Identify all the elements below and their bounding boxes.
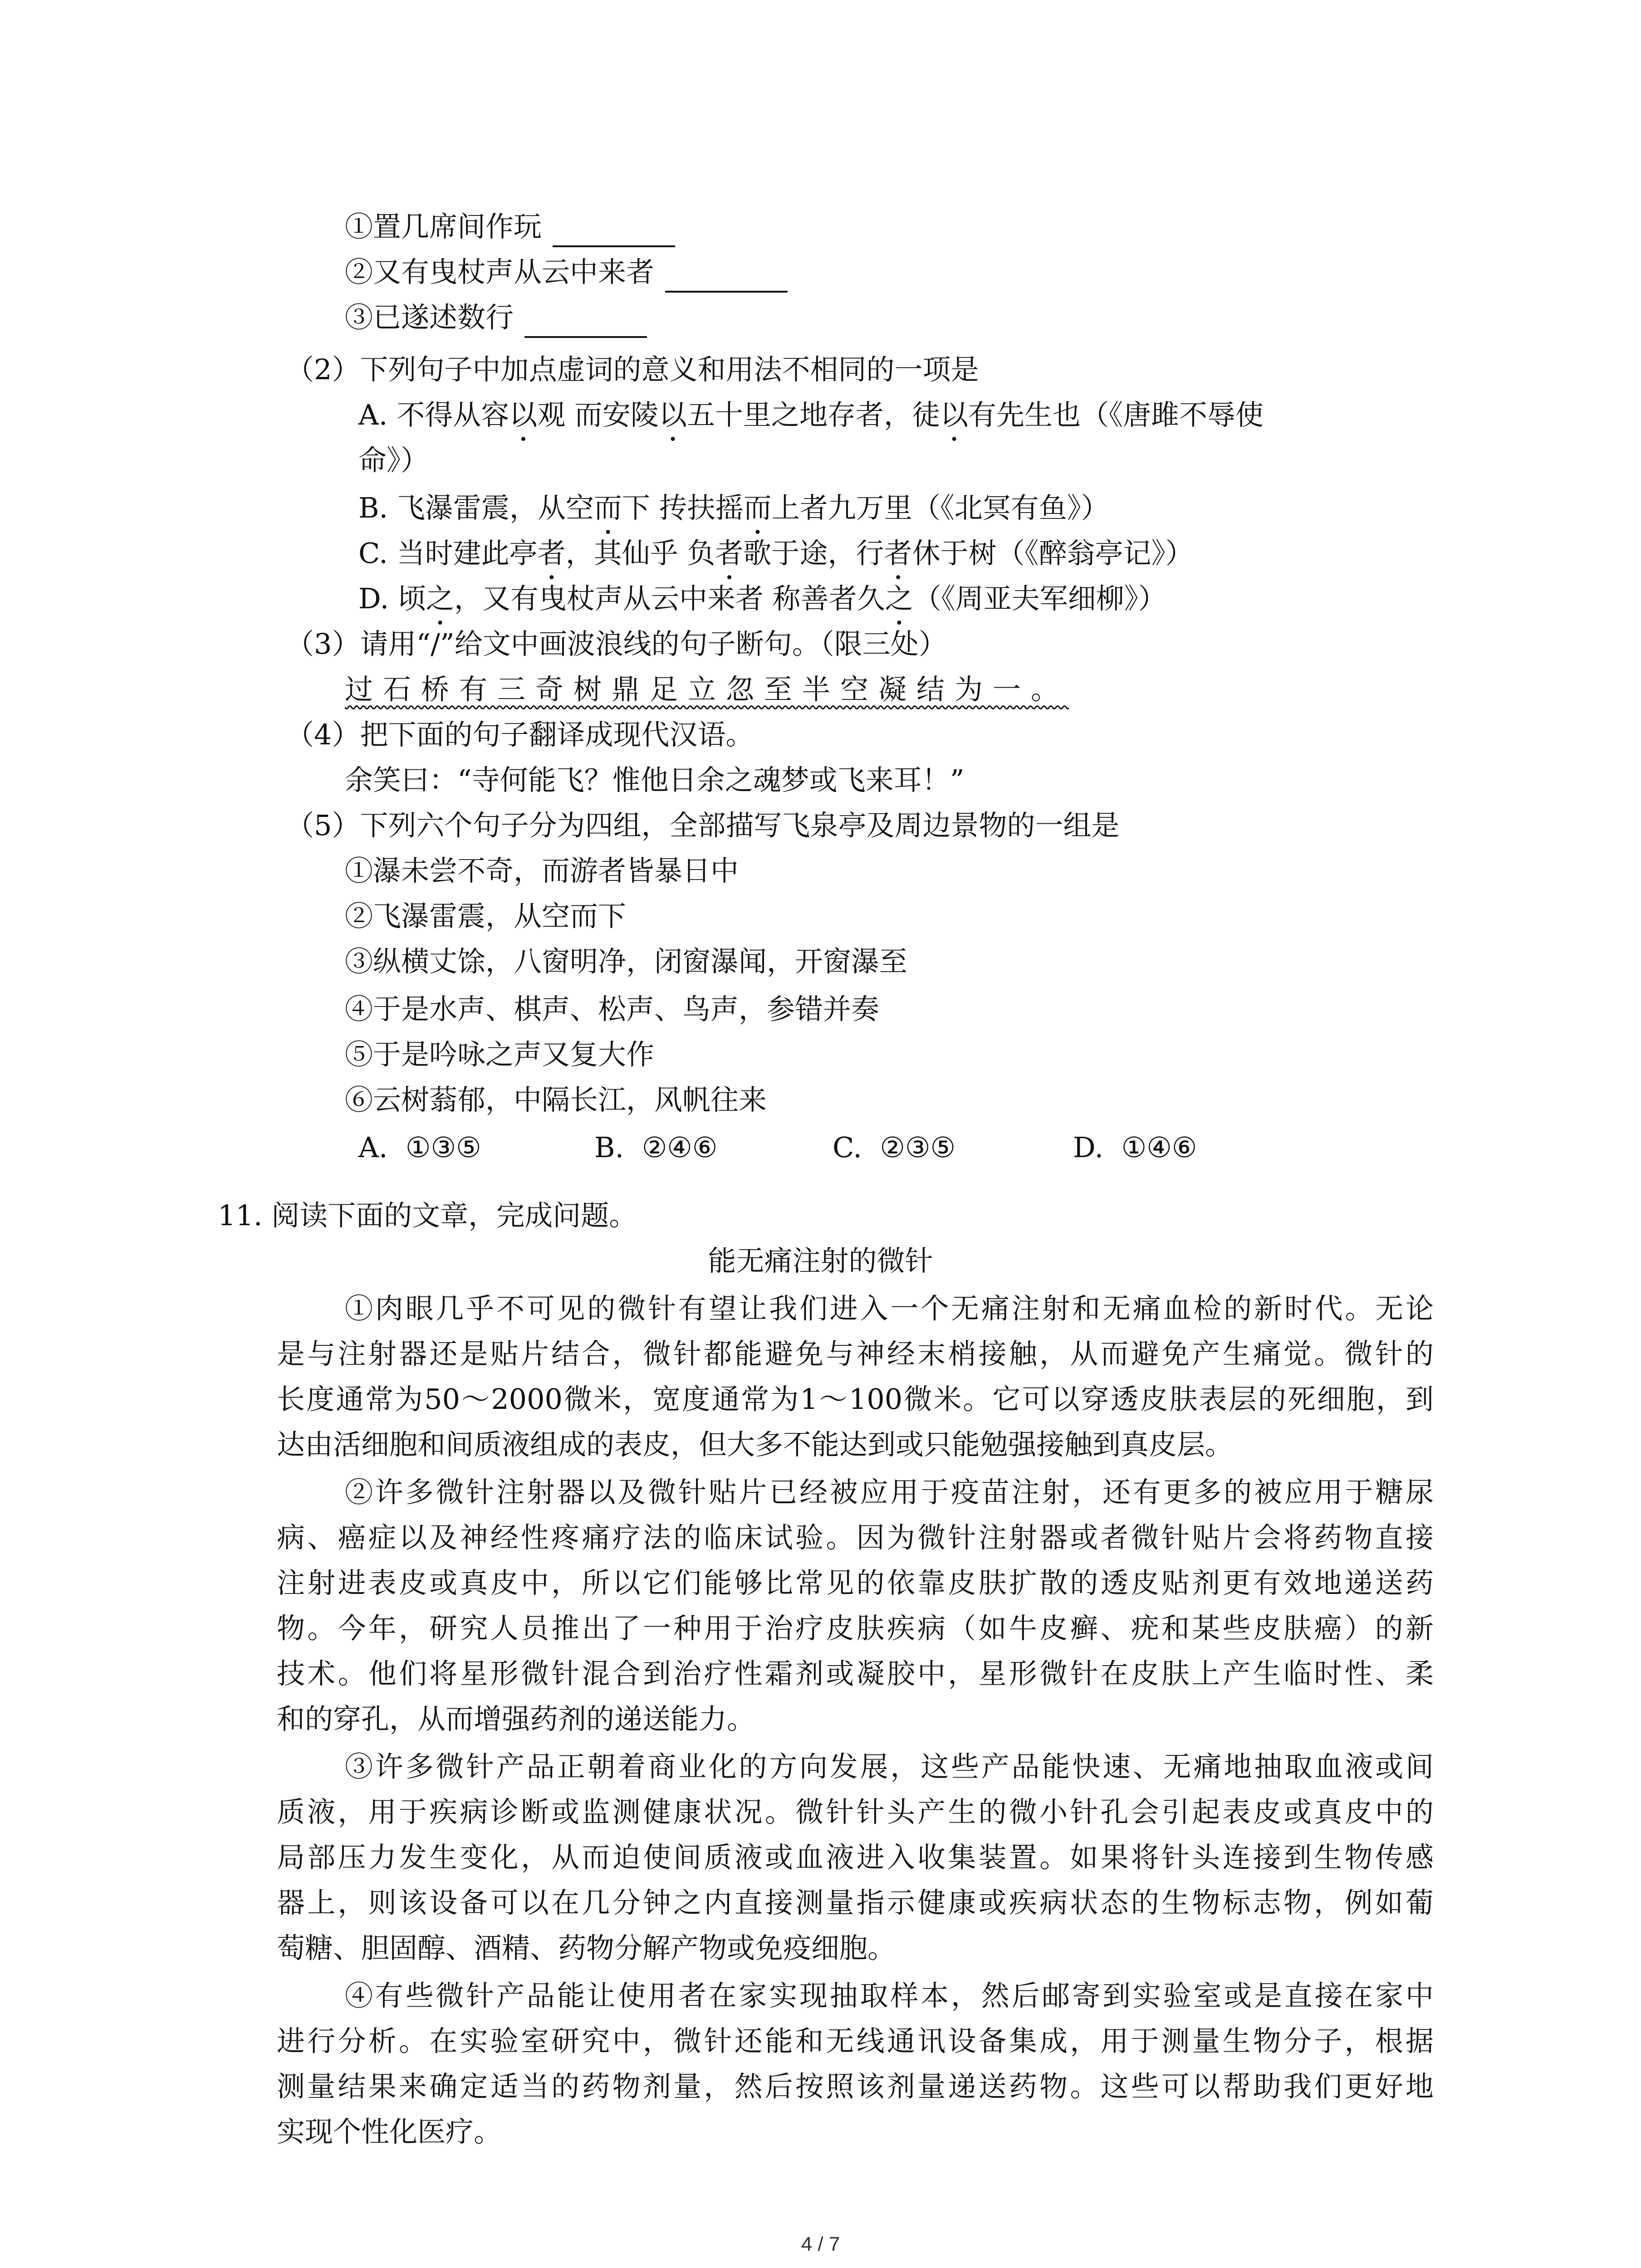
- q10-2-option-b: B. 飞瀑雷震，从空而下 抟扶摇而上者九万里（《北冥有鱼》）: [358, 491, 1109, 524]
- article-line: 局部压力发生变化，从而迫使间质液或血液进入收集装置。如果将针头连接到生物传感: [277, 1841, 1434, 1874]
- q10-4-stem: （4）把下面的句子翻译成现代汉语。: [286, 718, 754, 751]
- article-line: 和的穿孔，从而增强药剂的递送能力。: [277, 1702, 755, 1735]
- article-line: 测量结果来确定适当的药物剂量，然后按照该剂量递送药物。这些可以帮助我们更好地: [277, 2070, 1434, 2103]
- q10-5-item: ②飞瀑雷震，从空而下: [345, 899, 627, 933]
- article-line: 进行分析。在实验室研究中，微针还能和无线通讯设备集成，用于测量生物分子，根据: [277, 2024, 1434, 2058]
- article-line: 器上，则该设备可以在几分钟之内直接测量指示健康或疾病状态的生物标志物，例如葡: [277, 1886, 1434, 1919]
- q10-3-stem: （3）请用“/”给文中画波浪线的句子断句。（限三处）: [286, 627, 947, 660]
- q10-2-option-a: A. 不得从容以观 而安陵以五十里之地存者，徒以有先生也（《唐雎不辱使: [358, 398, 1264, 431]
- q10-5-item: ③纵横丈馀，八窗明净，闭窗瀑闻，开窗瀑至: [345, 945, 908, 978]
- q10-2-option-c: C. 当时建此亭者，其仙乎 负者歌于途，行者休于树（《醉翁亭记》）: [358, 537, 1194, 570]
- article-line: 萄糖、胆固醇、酒精、药物分解产物或免疫细胞。: [277, 1931, 896, 1965]
- q10-5-item: ⑥云树蓊郁，中隔长江，风帆往来: [345, 1083, 767, 1116]
- q10-2-option-a-cont: 命》）: [358, 444, 429, 477]
- answer-blank[interactable]: [553, 218, 675, 247]
- q10-5-item: ⑤于是吟咏之声又复大作: [345, 1038, 655, 1071]
- choice-d[interactable]: D. ①④⑥: [1073, 1131, 1197, 1164]
- choice-a[interactable]: A. ①③⑤: [358, 1131, 481, 1164]
- article-line: ①肉眼几乎不可见的微针有望让我们进入一个无痛注射和无痛血检的新时代。无论: [345, 1292, 1434, 1325]
- article-line: ②许多微针注射器以及微针贴片已经被应用于疫苗注射，还有更多的被应用于糖尿: [345, 1476, 1434, 1509]
- article-line: 病、癌症以及神经性疼痛疗法的临床试验。因为微针注射器或者微针贴片会将药物直接: [277, 1521, 1434, 1554]
- q10-2-stem: （2）下列句子中加点虚词的意义和用法不相同的一项是: [286, 353, 979, 386]
- article-line: 技术。他们将星形微针混合到治疗性霜剂或凝胶中，星形微针在皮肤上产生临时性、柔: [277, 1657, 1434, 1690]
- choice-c[interactable]: C. ②③⑤: [833, 1131, 956, 1164]
- article-line: ④有些微针产品能让使用者在家实现抽取样本，然后邮寄到实验室或是直接在家中: [345, 1979, 1434, 2012]
- q10-4-sentence: 余笑曰：“寺何能飞？惟他日余之魂梦或飞来耳！”: [345, 763, 965, 797]
- fill-item-3: ③已遂述数行: [345, 297, 647, 338]
- q10-5-item: ④于是水声、棋声、松声、鸟声，参错并奏: [345, 992, 880, 1026]
- article-line: 物。今年，研究人员推出了一种用于治疗皮肤疾病（如牛皮癣、疣和某些皮肤癌）的新: [277, 1612, 1434, 1645]
- article-line: 长度通常为50～2000微米，宽度通常为1～100微米。它可以穿透皮肤表层的死细胞，到: [277, 1383, 1434, 1416]
- wavy-underlined-sentence: 过石桥有三奇树鼎足立忽至半空凝结为一。: [345, 673, 1069, 706]
- answer-blank[interactable]: [665, 264, 788, 293]
- fill-item-1: ①置几席间作玩: [345, 206, 675, 247]
- article-line: 质液，用于疾病诊断或监测健康状况。微针针头产生的微小针孔会引起表皮或真皮中的: [277, 1795, 1434, 1828]
- q10-3-sentence: [345, 669, 1069, 710]
- fill-item-2: ②又有曳杖声从云中来者: [345, 252, 788, 293]
- article-line: 是与注射器还是贴片结合，微针都能避免与神经末梢接触，从而避免产生痛觉。微针的: [277, 1337, 1434, 1370]
- article-line: 实现个性化医疗。: [277, 2115, 502, 2148]
- page-number: 4 / 7: [801, 2233, 840, 2255]
- article-line: 达由活细胞和间质液组成的表皮，但大多不能达到或只能勉强接触到真皮层。: [277, 1428, 1234, 1461]
- q10-5-stem: （5）下列六个句子分为四组，全部描写飞泉亭及周边景物的一组是: [286, 809, 1120, 842]
- choice-b[interactable]: B. ②④⑥: [594, 1131, 718, 1164]
- article-line: 注射进表皮或真皮中，所以它们能够比常见的依靠皮肤扩散的透皮贴剂更有效地递送药: [277, 1566, 1434, 1599]
- article-line: ③许多微针产品正朝着商业化的方向发展，这些产品能快速、无痛地抽取血液或间: [345, 1750, 1434, 1783]
- article-title: 能无痛注射的微针: [708, 1244, 933, 1277]
- answer-blank[interactable]: [524, 309, 647, 338]
- q10-2-option-d: D. 顷之，又有曳杖声从云中来者 称善者久之（《周亚夫军细柳》）: [358, 582, 1166, 615]
- q10-5-item: ①瀑未尝不奇，而游者皆暴日中: [345, 854, 739, 887]
- q11-stem: 11. 阅读下面的文章，完成问题。: [218, 1199, 637, 1232]
